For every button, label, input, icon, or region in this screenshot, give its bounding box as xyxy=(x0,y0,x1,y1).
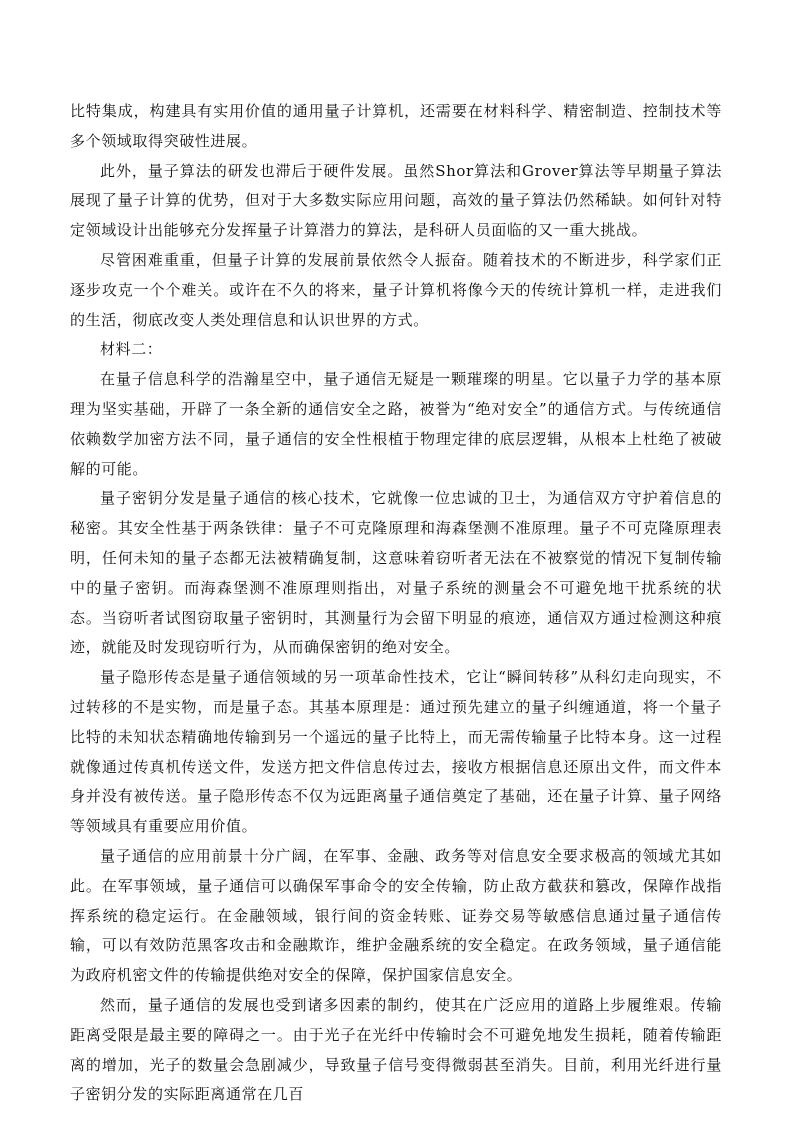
paragraph-9: 然而，量子通信的发展也受到诸多因素的制约，使其在广泛应用的道路上步履维艰。传输距离受限是最主要的障碍之一。由于光子在光纤中传输时会不可避免地发生损耗，随着传输距离的增加，光子的数量会急剧减少，导致量子信号变得微弱甚至消失。目前，利用光纤进行量子密钥分发的实际距离通常在几百 xyxy=(70,995,722,1104)
paragraph-3: 尽管困难重重，但量子计算的发展前景依然令人振奋。随着技术的不断进步，科学家们正逐步攻克一个个难关。或许在不久的将来，量子计算机将像今天的传统计算机一样，走进我们的生活，彻底改变人类处理信息和认识世界的方式。 xyxy=(70,250,722,329)
paragraph-6: 量子密钥分发是量子通信的核心技术，它就像一位忠诚的卫士，为通信双方守护着信息的秘密。其安全性基于两条铁律：量子不可克隆原理和海森堡测不准原理。量子不可克隆原理表明，任何未知的量子态都无法被精确复制，这意味着窃听者无法在不被察觉的情况下复制传输中的量子密钥。而海森堡测不准原理则指出，对量子系统的测量会不可避免地干扰系统的状态。当窃听者试图窃取量子密钥时，其测量行为会留下明显的痕迹，通信双方通过检测这种痕迹，就能及时发现窃听行为，从而确保密钥的绝对安全。 xyxy=(70,489,722,657)
document-body xyxy=(70,97,722,1110)
paragraph-2: 此外，量子算法的研发也滞后于硬件发展。虽然Shor算法和Grover算法等早期量子算法展现了量子计算的优势，但对于大多数实际应用问题，高效的量子算法仍然稀缺。如何针对特定领域设计出能够充分发挥量子计算潜力的算法，是科研人员面临的又一重大挑战。 xyxy=(70,161,722,240)
paragraph-1: 比特集成，构建具有实用价值的通用量子计算机，还需要在材料科学、精密制造、控制技术等多个领域取得突破性进展。 xyxy=(70,102,722,150)
section-heading-material-two: 材料二： xyxy=(100,340,163,359)
paragraph-5: 在量子信息科学的浩瀚星空中，量子通信无疑是一颗璀璨的明星。它以量子力学的基本原理为坚实基础，开辟了一条全新的通信安全之路，被誉为“绝对安全”的通信方式。与传统通信依赖数学加密方法不同，量子通信的安全性根植于物理定律的底层逻辑，从根本上杜绝了被破解的可能。 xyxy=(70,370,722,478)
paragraph-8: 量子通信的应用前景十分广阔，在军事、金融、政务等对信息安全要求极高的领域尤其如此。在军事领域，量子通信可以确保军事命令的安全传输，防止敌方截获和篡改，保障作战指挥系统的稳定运行。在金融领域，银行间的资金转账、证券交易等敏感信息通过量子通信传输，可以有效防范黑客攻击和金融欺诈，维护金融系统的安全稳定。在政务领域，量子通信能为政府机密文件的传输提供绝对安全的保障，保护国家信息安全。 xyxy=(70,846,722,985)
paragraph-7: 量子隐形传态是量子通信领域的另一项革命性技术，它让“瞬间转移”从科幻走向现实，不过转移的不是实物，而是量子态。其基本原理是：通过预先建立的量子纠缠通道，将一个量子比特的未知状态精确地传输到另一个遥远的量子比特上，而无需传输量子比特本身。这一过程就像通过传真机传送文件，发送方把文件信息传过去，接收方根据信息还原出文件，而文件本身并没有被传送。量子隐形传态不仅为远距离量子通信奠定了基础，还在量子计算、量子网络等领域具有重要应用价值。 xyxy=(70,668,722,836)
